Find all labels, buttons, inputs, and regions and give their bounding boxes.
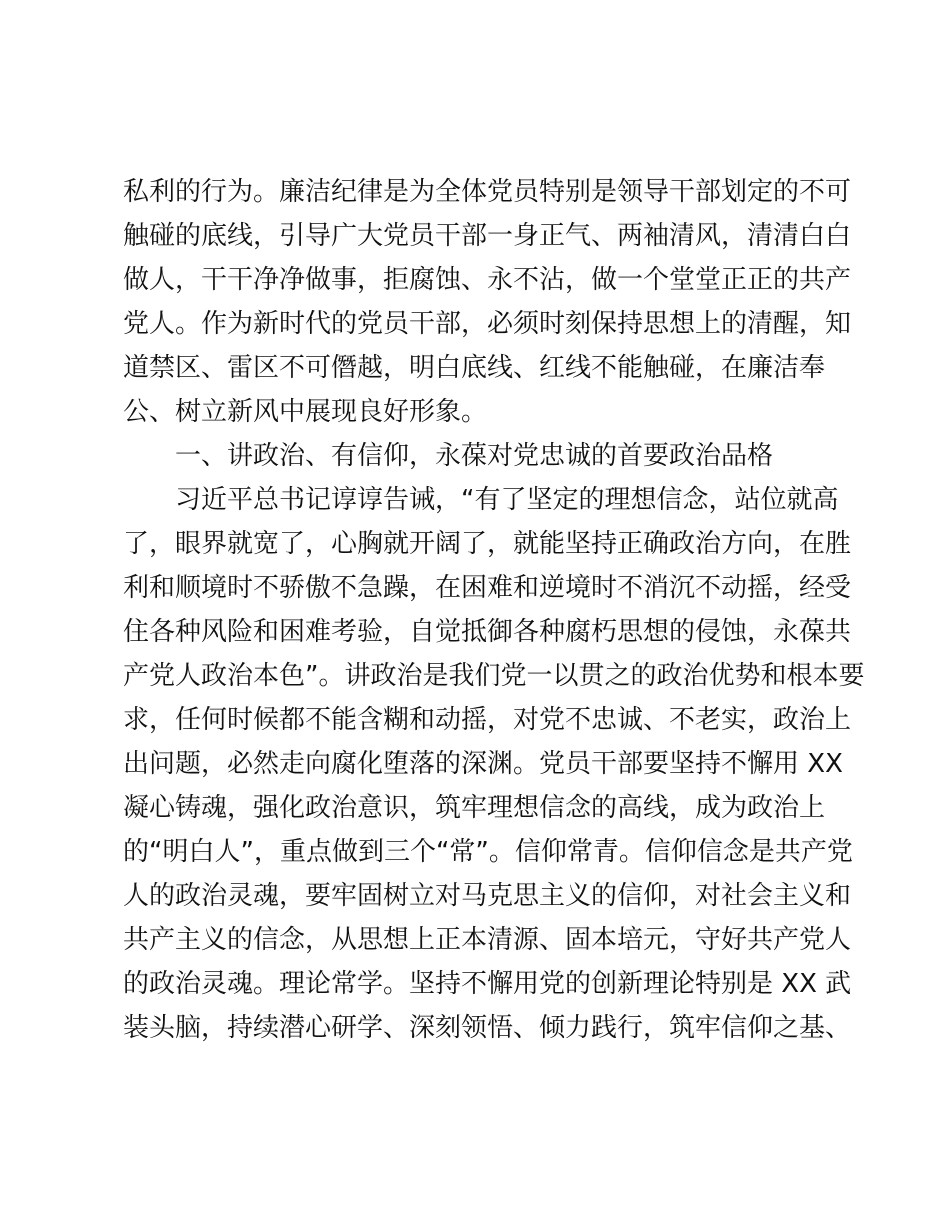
- text-line: 党人。作为新时代的党员干部，必须时刻保持思想上的清醒，知: [123, 309, 852, 339]
- text-line: 私利的行为。廉洁纪律是为全体党员特别是领导干部划定的不可: [123, 177, 852, 207]
- text-line: 共产主义的信念，从思想上正本清源、固本培元，守好共产党人: [123, 925, 852, 955]
- text-line: 的政治灵魂。理论常学。坚持不懈用党的创新理论特别是 XX 武: [123, 969, 852, 999]
- text-line: 人的政治灵魂，要牢固树立对马克思主义的信仰，对社会主义和: [123, 881, 852, 911]
- text-line: 公、树立新风中展现良好形象。: [123, 397, 488, 427]
- section-heading: 一、讲政治、有信仰，永葆对党忠诚的首要政治品格: [175, 441, 774, 471]
- text-line: 触碰的底线，引导广大党员干部一身正气、两袖清风，清清白白: [123, 221, 852, 251]
- text-line: 求，任何时候都不能含糊和动摇，对党不忠诚、不老实，政治上: [123, 705, 852, 735]
- text-line: 习近平总书记谆谆告诫，“有了坚定的理想信念，站位就高: [175, 485, 839, 515]
- text-line: 道禁区、雷区不可僭越，明白底线、红线不能触碰，在廉洁奉: [123, 353, 826, 383]
- text-line: 凝心铸魂，强化政治意识，筑牢理想信念的高线，成为政治上: [123, 793, 826, 823]
- text-line: 利和顺境时不骄傲不急躁，在困难和逆境时不消沉不动摇，经受: [123, 573, 852, 603]
- text-line: 住各种风险和困难考验，自觉抵御各种腐朽思想的侵蚀，永葆共: [123, 617, 852, 647]
- text-line: 出问题，必然走向腐化堕落的深渊。党员干部要坚持不懈用 XX: [123, 749, 843, 779]
- text-line: 的“明白人”，重点做到三个“常”。信仰常青。信仰信念是共产党: [123, 837, 853, 867]
- text-line: 装头脑，持续潜心研学、深刻领悟、倾力践行，筑牢信仰之基、: [123, 1013, 852, 1043]
- text-line: 了，眼界就宽了，心胸就开阔了，就能坚持正确政治方向，在胜: [123, 529, 852, 559]
- text-line: 做人，干干净净做事，拒腐蚀、永不沾，做一个堂堂正正的共产: [123, 265, 852, 295]
- text-line: 产党人政治本色”。讲政治是我们党一以贯之的政治优势和根本要: [123, 661, 865, 691]
- document-body: [123, 170, 865, 1050]
